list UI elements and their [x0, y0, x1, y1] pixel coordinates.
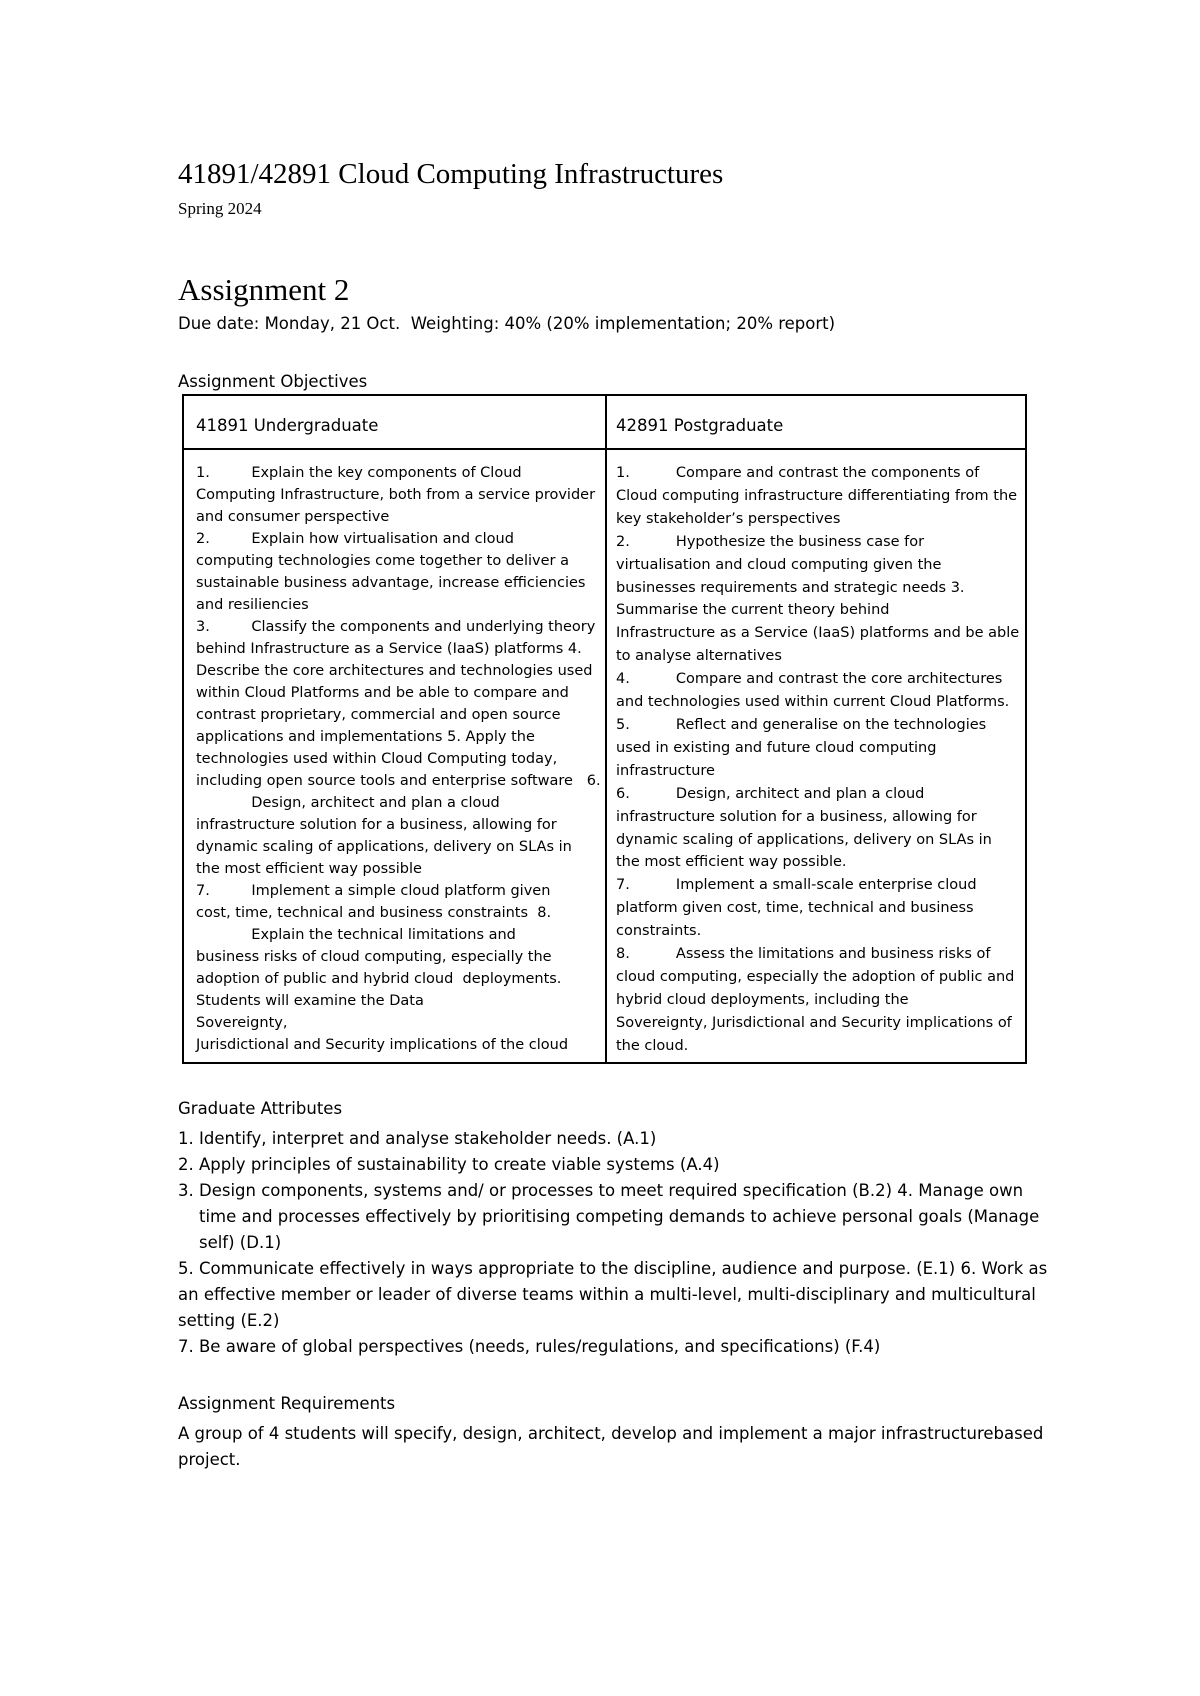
postgrad-header: 42891 Postgraduate	[616, 416, 784, 435]
undergrad-objectives: 1. Explain the key components of Cloud Computing Infrastructure, both from a service provider and consumer perspective 2. Explain how virtualisation and cloud computing technologies come together to deliver a sustainable business advantage, increase efficiencies and resiliencies 3. Classify the components and underlying theory behind Infrastructure as a Service (IaaS) platforms 4. Describe the core architectures and technologies used within Cloud Platforms and be able to compare and contrast proprietary, commercial and open source applications and implementations 5. Apply the technologies used within Cloud Computing today, including open source tools and enterprise software 6. Design, architect and plan a cloud infrastructure solution for a business, allowing for dynamic scaling of applications, delivery on SLAs in the most efficient way possible 7. Implement a simple cloud platform given cost, time, technical and business constraints 8. Explain the technical limitations and business risks of cloud computing, especially the adoption of public and hybrid cloud deployments. Students will examine the Data Sovereignty, Jurisdictional and Security implications of the cloud	[196, 465, 601, 1053]
undergrad-header: 41891 Undergraduate	[196, 416, 379, 435]
objectives-table	[182, 394, 1027, 1064]
requirements-heading: Assignment Requirements	[178, 1394, 396, 1413]
course-title: 41891/42891 Cloud Computing Infrastructures	[178, 158, 724, 190]
graduate-attributes-heading: Graduate Attributes	[178, 1099, 343, 1118]
requirements-text: A group of 4 students will specify, design, architect, develop and implement a major infrastructurebased project.	[178, 1424, 1044, 1469]
objectives-heading: Assignment Objectives	[178, 372, 368, 391]
assignment-title: Assignment 2	[178, 272, 350, 307]
postgrad-objectives: 1. Compare and contrast the components of Cloud computing infrastructure differentiating from the key stakeholder’s perspectives 2. Hypothesize the business case for virtualisation and cloud computing given the businesses requirements and strategic needs 3. Summarise the current theory behind Infrastructure as a Service (IaaS) platforms and be able to analyse alternatives 4. Compare and contrast the core architectures and technologies used within current Cloud Platforms. 5. Reflect and generalise on the technologies used in existing and future cloud computing infrastructure 6. Design, architect and plan a cloud infrastructure solution for a business, allowing for dynamic scaling of applications, delivery on SLAs in the most efficient way possible. 7. Implement a small-scale enterprise cloud platform given cost, time, technical and business constraints. 8. Assess the limitations and business risks of cloud computing, especially the adoption of public and hybrid cloud deployments, including the Sovereignty, Jurisdictional and Security implications of the cloud.	[616, 465, 1020, 1054]
due-date-weighting: Due date: Monday, 21 Oct. Weighting: 40% (20% implementation; 20% report)	[178, 314, 836, 333]
table-column-divider	[605, 396, 607, 1062]
table-header-divider	[184, 448, 1025, 450]
graduate-attributes-list: 1. Identify, interpret and analyse stakeholder needs. (A.1) 2. Apply principles of sustainability to create viable systems (A.4) 3. Design components, systems and/ or processes to meet required specification (B.2) 4. Manage own time and processes effectively by prioritising competing demands to achieve personal goals (Manage self) (D.1) 5. Communicate effectively in ways appropriate to the discipline, audience and purpose. (E.1) 6. Work as an effective member or leader of diverse teams within a multi-level, multi-disciplinary and multicultural setting (E.2) 7. Be aware of global perspectives (needs, rules/regulations, and specifications) (F.4)	[178, 1129, 1048, 1356]
semester-label: Spring 2024	[178, 199, 262, 218]
